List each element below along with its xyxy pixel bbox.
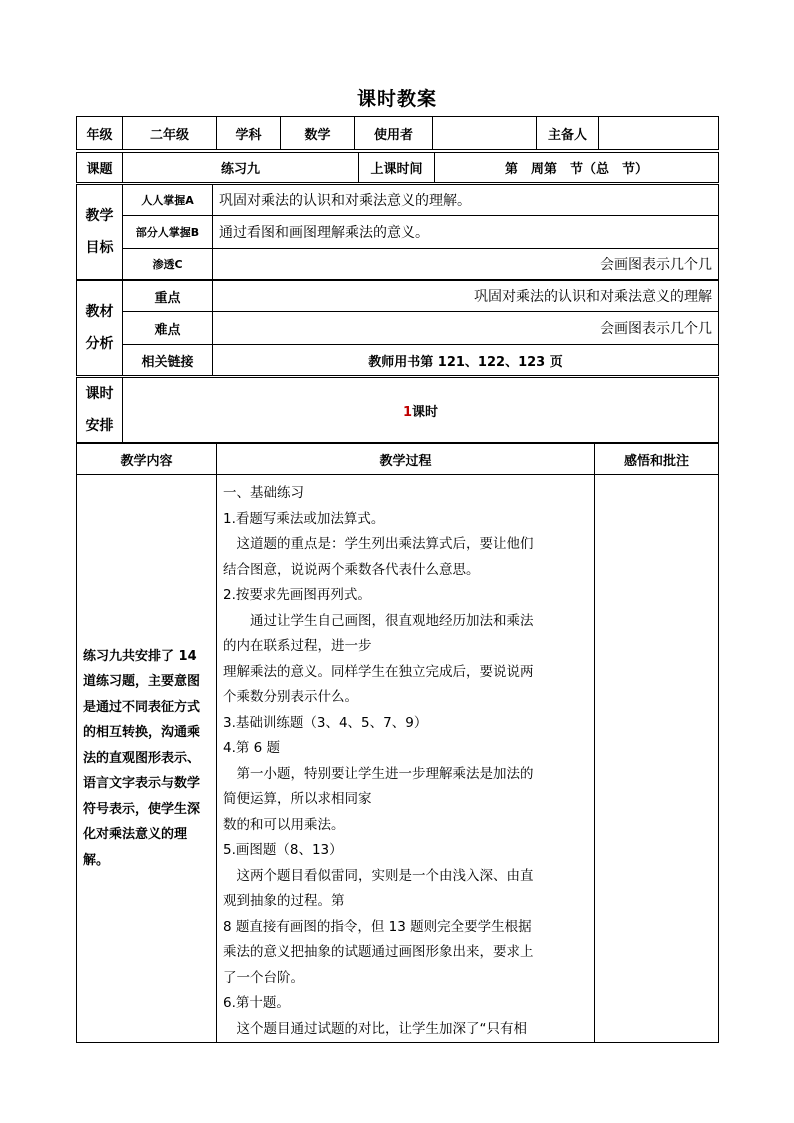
time-value: 第 周第 节（总 节） xyxy=(435,153,719,183)
process-line: 这道题的重点是：学生列出乘法算式后，要让他们 xyxy=(223,536,534,552)
user-value[interactable] xyxy=(433,117,537,150)
analysis-label-line1: 教材 xyxy=(85,304,114,320)
preparer-value[interactable] xyxy=(599,117,719,150)
goal-text-a: 巩固对乘法的认识和对乘法意义的理解。 xyxy=(213,185,719,216)
process-line: 的内在联系过程，进一步 xyxy=(223,638,372,654)
column-header-content: 教学内容 xyxy=(77,444,217,475)
class-hours xyxy=(123,378,719,443)
schedule-label xyxy=(77,378,123,443)
process-line: 了一个台阶。 xyxy=(223,969,304,986)
process-line: 6.第十题。 xyxy=(223,995,290,1011)
class-hours-number: 1 xyxy=(402,404,413,420)
goals-label-line1: 教学 xyxy=(85,208,114,224)
related-link-label: 相关链接 xyxy=(123,345,213,376)
process-line: 结合图意，说说两个乘数各代表什么意思。 xyxy=(223,561,480,578)
schedule-label-line1: 课时 xyxy=(85,386,114,402)
time-label: 上课时间 xyxy=(359,153,435,183)
process-line: 第一小题，特别要让学生进一步理解乘法是加法的 xyxy=(223,765,534,782)
preparer-label: 主备人 xyxy=(537,117,599,150)
related-link-text: 教师用书第 121、122、123 页 xyxy=(213,345,719,376)
process-line: 数的和可以用乘法。 xyxy=(223,816,345,833)
difficulty-label: 难点 xyxy=(123,312,213,345)
page-title: 课时教案 xyxy=(356,88,437,110)
process-line: 这个题目通过试题的对比，让学生加深了“只有相 xyxy=(223,1020,527,1037)
grade-value: 二年级 xyxy=(123,117,217,150)
difficulty-text: 会画图表示几个几 xyxy=(213,312,719,345)
teaching-process xyxy=(217,475,595,1043)
class-hours-unit: 课时 xyxy=(412,404,439,420)
grade-label: 年级 xyxy=(77,117,123,150)
analysis-table xyxy=(76,280,719,376)
process-line: 3.基础训练题（3、4、5、7、9） xyxy=(223,714,428,731)
subject-label: 学科 xyxy=(217,117,281,150)
key-point-label: 重点 xyxy=(123,281,213,312)
goals-label-line2: 目标 xyxy=(85,240,114,256)
topic-value: 练习九 xyxy=(123,153,359,183)
goal-level-c: 渗透C xyxy=(123,249,213,280)
process-line: 1.看题写乘法或加法算式。 xyxy=(223,510,385,527)
process-line: 个乘数分别表示什么。 xyxy=(223,689,358,705)
goals-table xyxy=(76,184,719,280)
goal-text-c: 会画图表示几个几 xyxy=(213,249,719,280)
process-line: 这两个题目看似雷同，实则是一个由浅入深、由直 xyxy=(223,867,534,884)
process-lines xyxy=(223,481,590,1042)
lesson-table xyxy=(76,152,719,183)
column-header-process: 教学过程 xyxy=(217,444,595,475)
goal-level-a: 人人掌握A xyxy=(123,185,213,216)
process-line: 通过让学生自己画图，很直观地经历加法和乘法 xyxy=(223,612,534,629)
user-label: 使用者 xyxy=(355,117,433,150)
process-line: 8 题直接有画图的指令，但 13 题则完全要学生根据 xyxy=(223,918,532,935)
schedule-table xyxy=(76,377,719,443)
process-line: 5.画图题（8、13） xyxy=(223,842,343,858)
process-line: 2.按要求先画图再列式。 xyxy=(223,587,371,603)
process-line: 一、基础练习 xyxy=(223,485,304,501)
process-line: 简便运算，所以求相同家 xyxy=(223,791,372,807)
process-line: 乘法的意义把抽象的试题通过画图形象出来，要求上 xyxy=(223,944,534,960)
key-point-text: 巩固对乘法的认识和对乘法意义的理解 xyxy=(213,281,719,312)
schedule-label-line2: 安排 xyxy=(85,418,114,434)
goal-text-b: 通过看图和画图理解乘法的意义。 xyxy=(213,216,719,249)
process-table xyxy=(76,443,719,1043)
notes-cell[interactable] xyxy=(595,475,719,1043)
process-line: 4.第 6 题 xyxy=(223,740,281,756)
process-line: 理解乘法的意义。同样学生在独立完成后，要说说两 xyxy=(223,663,534,680)
subject-value: 数学 xyxy=(281,117,355,150)
teaching-content: 练习九共安排了 14 道练习题，主要意图是通过不同表征方式的相互转换，沟通乘法的直观图形表示、语言文字表示与数学符号表示，使学生深化对乘法意义的理解。 xyxy=(77,475,217,1043)
column-header-notes: 感悟和批注 xyxy=(595,444,719,475)
analysis-label-line2: 分析 xyxy=(85,336,114,352)
header-table xyxy=(76,116,719,150)
goals-label xyxy=(77,185,123,280)
analysis-label xyxy=(77,281,123,376)
process-line: 观到抽象的过程。第 xyxy=(223,893,345,909)
goal-level-b: 部分人掌握B xyxy=(123,216,213,249)
topic-label: 课题 xyxy=(77,153,123,183)
